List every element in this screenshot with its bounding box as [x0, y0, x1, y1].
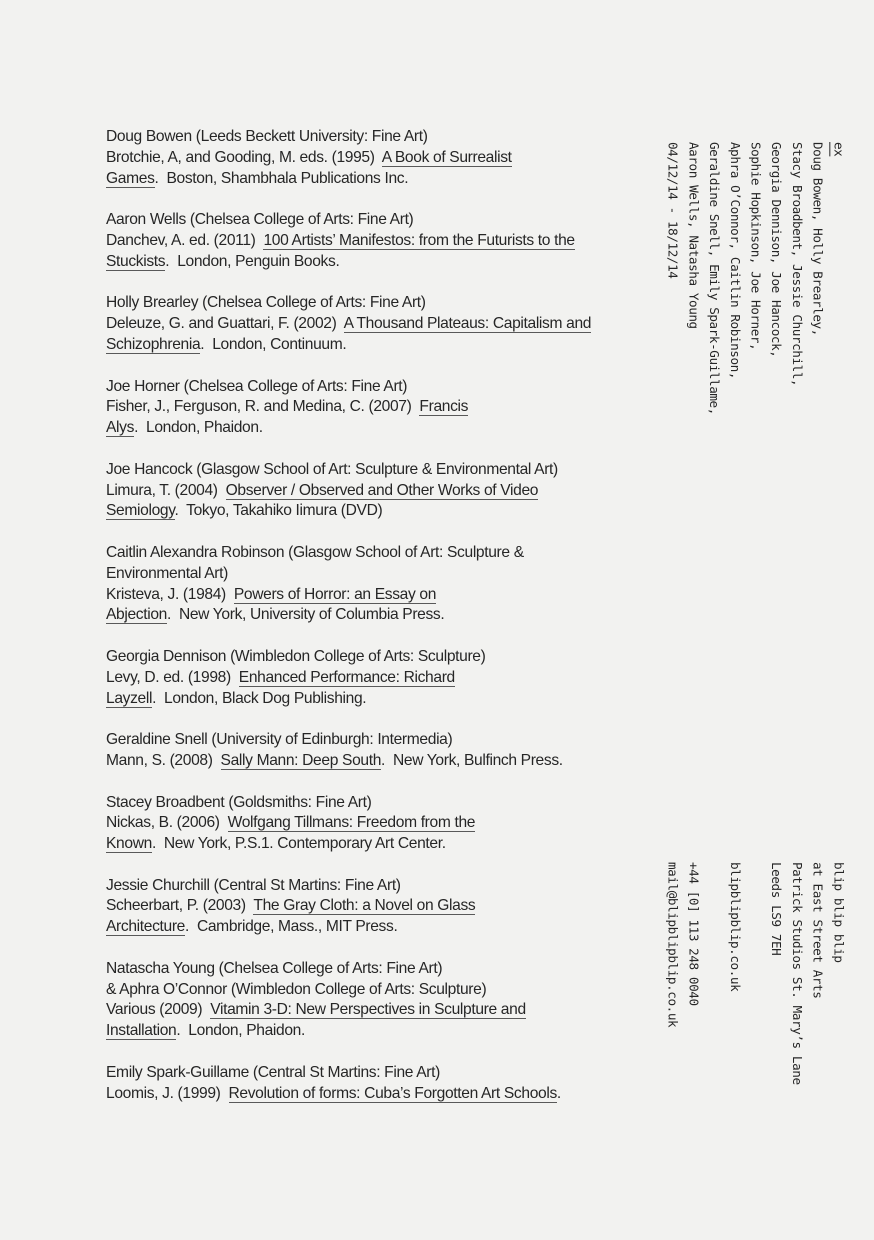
citation-title: A Thousand Plateaus: Capitalism and Schizophrenia: [106, 315, 592, 353]
reference-entry: [106, 793, 614, 855]
citation-publisher: .: [556, 1084, 561, 1102]
reference-author: Caitlin Alexandra Robinson (Glasgow School of Art: Sculpture & Environmental Art): [106, 543, 524, 582]
reference-author: Jessie Churchill (Central St Martins: Fine Art): [106, 876, 401, 894]
reference-entry: [106, 127, 614, 189]
citation-title: A Book of Surrealist Games: [106, 148, 512, 187]
spacer: [703, 862, 724, 1162]
reference-entry: [106, 647, 614, 709]
phone-number: +44 [0] 113 248 0040: [686, 862, 702, 1006]
citation-publisher: . New York, Bulfinch Press.: [381, 751, 563, 769]
citation-source: Brotchie, A, and Gooding, M. eds. (1995): [106, 148, 375, 166]
reference-citation: [106, 1084, 614, 1105]
reference-entry: [106, 377, 614, 439]
reference-entry: [106, 293, 614, 355]
venue-contact: [662, 862, 848, 1162]
citation-title: Observer / Observed and Other Works of Video Semiology: [106, 481, 539, 520]
reference-citation: [106, 585, 614, 627]
exhibition-heading: ex: [831, 142, 847, 157]
reference-citation: [106, 397, 614, 439]
reference-author: Joe Hancock (Glasgow School of Art: Sculpture & Environmental Art): [106, 460, 558, 478]
artist-line: Aaron Wells, Natasha Young: [686, 142, 702, 329]
reference-author: Doug Bowen (Leeds Beckett University: Fine Art): [106, 128, 428, 145]
citation-source: Nickas, B. (2006): [106, 814, 220, 832]
reference-citation: [106, 481, 614, 523]
citation-publisher: . London, Black Dog Publishing.: [152, 689, 367, 707]
citation-publisher: . London, Continuum.: [200, 335, 347, 353]
artist-line: Georgia Dennison, Joe Hancock,: [769, 142, 785, 358]
reference-citation: [106, 896, 614, 938]
reference-author: Joe Horner (Chelsea College of Arts: Fine Art): [106, 377, 408, 395]
citation-publisher: . Cambridge, Mass., MIT Press.: [185, 918, 398, 936]
reference-citation: [106, 314, 614, 356]
citation-title: Sally Mann: Deep South: [220, 751, 382, 769]
citation-source: Loomis, J. (1999): [106, 1084, 221, 1102]
exhibition-info: [662, 142, 848, 472]
citation-source: Fisher, J., Ferguson, R. and Medina, C. (2007): [106, 398, 412, 416]
citation-publisher: . New York, University of Columbia Press.: [167, 606, 445, 624]
citation-title: Wolfgang Tillmans: Freedom from the Known: [106, 814, 476, 853]
reference-entry: [106, 210, 614, 272]
citation-publisher: . Boston, Shambhala Publications Inc.: [154, 169, 409, 187]
citation-title: Vitamin 3-D: New Perspectives in Sculpture and Installation: [106, 1001, 526, 1040]
citation-title: Powers of Horror: an Essay on Abjection: [106, 585, 437, 624]
reference-entry: [106, 460, 614, 522]
spacer: [745, 862, 766, 1162]
reference-author: Aaron Wells (Chelsea College of Arts: Fine Art): [106, 211, 414, 229]
reference-author: Holly Brearley (Chelsea College of Arts: Fine Art): [106, 294, 426, 312]
citation-source: Various (2009): [106, 1001, 203, 1019]
reference-citation: [106, 813, 614, 855]
reference-citation: [106, 1000, 614, 1042]
citation-source: Limura, T. (2004): [106, 481, 218, 499]
citation-publisher: . Tokyo, Takahiko Iimura (DVD): [174, 502, 383, 520]
citation-source: Deleuze, G. and Guattari, F. (2002): [106, 315, 337, 333]
reference-list: [106, 127, 614, 1125]
reference-entry: [106, 730, 614, 772]
reference-entry: [106, 959, 614, 1042]
reference-author: Emily Spark-Guillame (Central St Martins: Fine Art): [106, 1063, 440, 1081]
citation-title: The Gray Cloth: a Novel on Glass Architecture: [106, 897, 476, 936]
reference-citation: [106, 668, 614, 710]
reference-entry: [106, 876, 614, 938]
reference-author: Georgia Dennison (Wimbledon College of Arts: Sculpture): [106, 647, 486, 665]
email-link[interactable]: mail@blipblipblip.co.uk: [665, 862, 681, 1028]
reference-entry: [106, 1063, 614, 1105]
reference-citation: [106, 751, 614, 772]
postcode-line: Leeds LS9 7EH: [769, 862, 785, 956]
reference-entry: [106, 543, 614, 626]
website-link[interactable]: blipblipblip.co.uk: [727, 862, 743, 992]
reference-citation: [106, 231, 614, 273]
artist-line: Aphra O’Connor, Caitlin Robinson,: [727, 142, 743, 380]
venue-line: at East Street Arts: [810, 862, 826, 999]
citation-source: Danchev, A. ed. (2011): [106, 231, 256, 249]
citation-source: Kristeva, J. (1984): [106, 585, 226, 603]
citation-title: Francis Alys: [106, 398, 469, 437]
citation-title: 100 Artists’ Manifestos: from the Futurists to the Stuckists: [106, 231, 575, 270]
address-line: Patrick Studios St. Mary’s Lane: [789, 862, 805, 1085]
reference-author: Geraldine Snell (University of Edinburgh: Intermedia): [106, 731, 453, 749]
artist-line: Sophie Hopkinson, Joe Horner,: [748, 142, 764, 351]
citation-source: Scheerbart, P. (2003): [106, 897, 246, 915]
exhibition-dates: 04/12/14 - 18/12/14: [665, 142, 681, 279]
citation-publisher: . London, Penguin Books.: [165, 252, 340, 270]
artist-line: Stacy Broadbent, Jessie Churchill,: [789, 142, 805, 387]
citation-publisher: . London, Phaidon.: [134, 419, 263, 437]
citation-title: Enhanced Performance: Richard Layzell: [106, 668, 455, 707]
artist-line: Geraldine Snell, Emily Spark-Guillame,: [707, 142, 723, 415]
reference-citation: [106, 148, 614, 190]
artist-line: Doug Bowen, Holly Brearley,: [810, 142, 826, 336]
venue-name: blip blip blip: [831, 862, 847, 963]
citation-publisher: . London, Phaidon.: [176, 1022, 305, 1040]
reference-author: & Aphra O’Connor (Wimbledon College of Arts: Sculpture): [106, 980, 487, 998]
citation-source: Mann, S. (2008): [106, 751, 213, 769]
citation-publisher: . New York, P.S.1. Contemporary Art Center.: [151, 835, 446, 853]
citation-source: Levy, D. ed. (1998): [106, 668, 231, 686]
reference-author: Natascha Young (Chelsea College of Arts: Fine Art): [106, 959, 443, 977]
citation-title: Revolution of forms: Cuba’s Forgotten Art Schools: [228, 1084, 557, 1102]
reference-author: Stacey Broadbent (Goldsmiths: Fine Art): [106, 793, 372, 811]
